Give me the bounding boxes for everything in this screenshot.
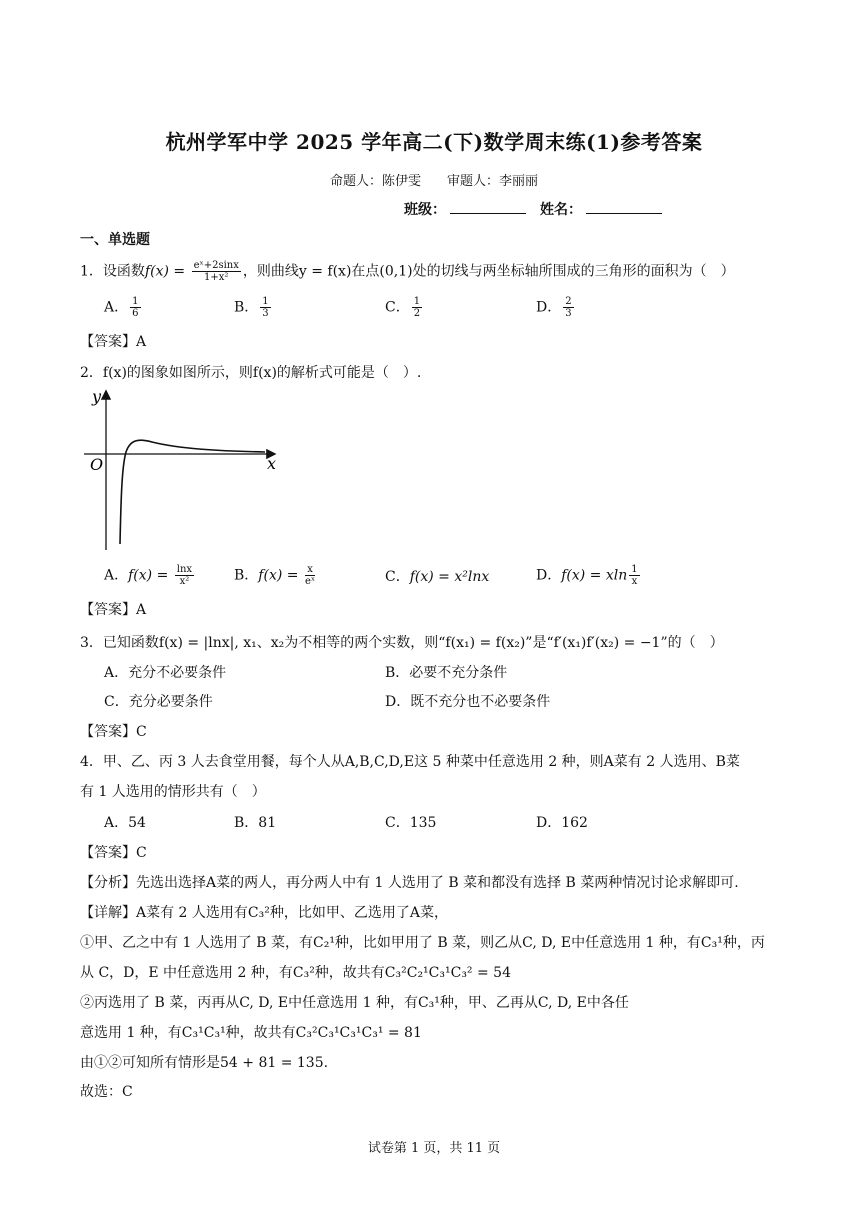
frac-den: x xyxy=(631,576,638,587)
q3-answer: 【答案】C xyxy=(80,724,147,740)
option-expr: f(x) = xln xyxy=(561,567,628,584)
name-label: 姓名： xyxy=(540,202,582,218)
option-fraction xyxy=(412,296,422,319)
question-3: 3．已知函数f(x) = |lnx|, x₁、x₂为不相等的两个实数，则“f(x₁) = f(x₂)”是“f′(x₁)f′(x₂) = −1”的（ ） xyxy=(80,635,724,651)
frac-num: 2 xyxy=(565,296,572,307)
frac-num: 1 xyxy=(262,296,269,307)
frac-den: 2 xyxy=(413,308,421,319)
option-label: D． xyxy=(536,299,562,316)
class-name-line xyxy=(404,199,676,219)
option-expr: f(x) = xyxy=(128,567,173,584)
q3-option-c[interactable]: C．充分必要条件 xyxy=(104,694,213,710)
q2-graph xyxy=(80,386,286,552)
frac-den: 6 xyxy=(132,308,139,319)
q4-option-d[interactable]: D．162 xyxy=(536,815,588,831)
q1-suffix: ，则曲线y = f(x)在点(0,1)处的切线与两坐标轴所围成的三角形的面积为（ ） xyxy=(242,263,735,280)
q2-option-c[interactable] xyxy=(385,566,489,586)
option-fraction xyxy=(260,296,270,319)
option-label: C． xyxy=(385,569,410,585)
q4-analysis: 【分析】先选出选择A菜的两人，再分两人中有 1 人选用了 B 菜和都没有选择 B 菜两种情况讨论求解即可. xyxy=(80,875,739,891)
frac-num: x xyxy=(307,564,313,575)
frac-den: eˣ xyxy=(304,576,316,587)
q1-option-c[interactable] xyxy=(385,296,424,319)
q4-answer: 【答案】C xyxy=(80,845,147,861)
option-label: B． xyxy=(234,299,259,316)
q1-option-a[interactable] xyxy=(104,296,143,319)
option-label: A． xyxy=(104,567,129,584)
q3-option-b[interactable]: B．必要不充分条件 xyxy=(385,665,508,681)
q1-fraction xyxy=(192,260,241,283)
frac-num: 1 xyxy=(132,296,139,307)
class-label: 班级： xyxy=(404,202,446,218)
q1-frac-den: 1+x² xyxy=(204,272,229,283)
q4-detail-line-2: ①甲、乙之中有 1 人选用了 B 菜，有C₂¹种，比如甲用了 B 菜，则乙从C, D, E中任意选用 1 种，有C₃¹种，丙 xyxy=(80,935,765,951)
x-axis-label: x xyxy=(267,454,277,473)
q1-answer: 【答案】A xyxy=(80,334,147,350)
question-4-line-2: 有 1 人选用的情形共有（ ） xyxy=(80,784,266,800)
option-fraction xyxy=(629,564,639,587)
frac-den: x² xyxy=(179,576,190,587)
q4-detail-line-1: 【详解】A菜有 2 人选用有C₃²种，比如甲、乙选用了A菜， xyxy=(80,905,448,921)
frac-num: 1 xyxy=(413,296,421,307)
frac-num: 1 xyxy=(631,564,638,575)
option-label: C． xyxy=(385,299,410,316)
q4-option-a[interactable]: A．54 xyxy=(104,815,146,831)
option-fraction xyxy=(175,564,194,587)
option-label: A． xyxy=(104,299,129,316)
q4-detail-line-6: 由①②可知所有情形是54 + 81 = 135. xyxy=(80,1055,329,1071)
q3-option-d[interactable]: D．既不充分也不必要条件 xyxy=(385,694,551,710)
function-curve xyxy=(120,440,265,544)
q4-option-c[interactable]: C．135 xyxy=(385,815,437,831)
q1-option-b[interactable] xyxy=(234,296,273,319)
q1-func: f(x) = xyxy=(144,263,190,280)
q4-detail-line-5: 意选用 1 种，有C₃¹C₃¹种，故共有C₃²C₃¹C₃¹C₃¹ = 81 xyxy=(80,1025,422,1041)
name-blank[interactable] xyxy=(586,201,662,214)
option-fraction xyxy=(563,296,573,319)
option-fraction xyxy=(130,296,140,319)
q1-prefix: 1．设函数 xyxy=(80,263,145,280)
q2-option-a[interactable] xyxy=(104,564,196,587)
frac-num: lnx xyxy=(176,564,193,575)
option-expr: f(x) = x²lnx xyxy=(409,569,490,585)
q2-option-d[interactable] xyxy=(536,564,642,587)
q4-detail-line-3: 从 C，D，E 中任意选用 2 种，有C₃²种，故共有C₃²C₂¹C₃¹C₃² = 54 xyxy=(80,965,511,981)
page-footer: 试卷第 1 页，共 11 页 xyxy=(367,1141,501,1156)
question-4-line-1: 4．甲、乙、丙 3 人去食堂用餐，每个人从A,B,C,D,E这 5 种菜中任意选用 2 种，则A菜有 2 人选用、B菜 xyxy=(80,754,740,770)
question-1 xyxy=(80,260,735,283)
q4-detail-line-4: ②丙选用了 B 菜，丙再从C, D, E中任意选用 1 种，有C₃¹种，甲、乙再从C, D, E中各任 xyxy=(80,995,629,1011)
class-blank[interactable] xyxy=(450,201,526,214)
origin-label: O xyxy=(90,455,104,474)
q2-answer: 【答案】A xyxy=(80,602,147,618)
q1-frac-num: eˣ+2sinx xyxy=(193,260,239,271)
q2-option-b[interactable] xyxy=(234,564,317,587)
q4-detail-line-7: 故选：C xyxy=(80,1084,133,1100)
option-expr: f(x) = xyxy=(258,567,303,584)
authors-line: 命题人：陈伊雯 审题人：李丽丽 xyxy=(329,174,538,189)
page-title: 杭州学军中学 2025 学年高二(下)数学周末练(1)参考答案 xyxy=(165,130,703,154)
q3-option-a[interactable]: A．充分不必要条件 xyxy=(104,665,227,681)
option-fraction xyxy=(305,564,315,587)
option-label: B． xyxy=(234,567,259,584)
frac-den: 3 xyxy=(262,308,269,319)
y-axis-label: y xyxy=(92,387,102,406)
q4-option-b[interactable]: B．81 xyxy=(234,815,277,831)
section-heading: 一、单选题 xyxy=(80,232,150,248)
frac-den: 3 xyxy=(565,308,572,319)
option-label: D． xyxy=(536,567,562,584)
question-2: 2．f(x)的图象如图所示，则f(x)的解析式可能是（ ）. xyxy=(80,365,422,381)
q1-option-d[interactable] xyxy=(536,296,576,319)
